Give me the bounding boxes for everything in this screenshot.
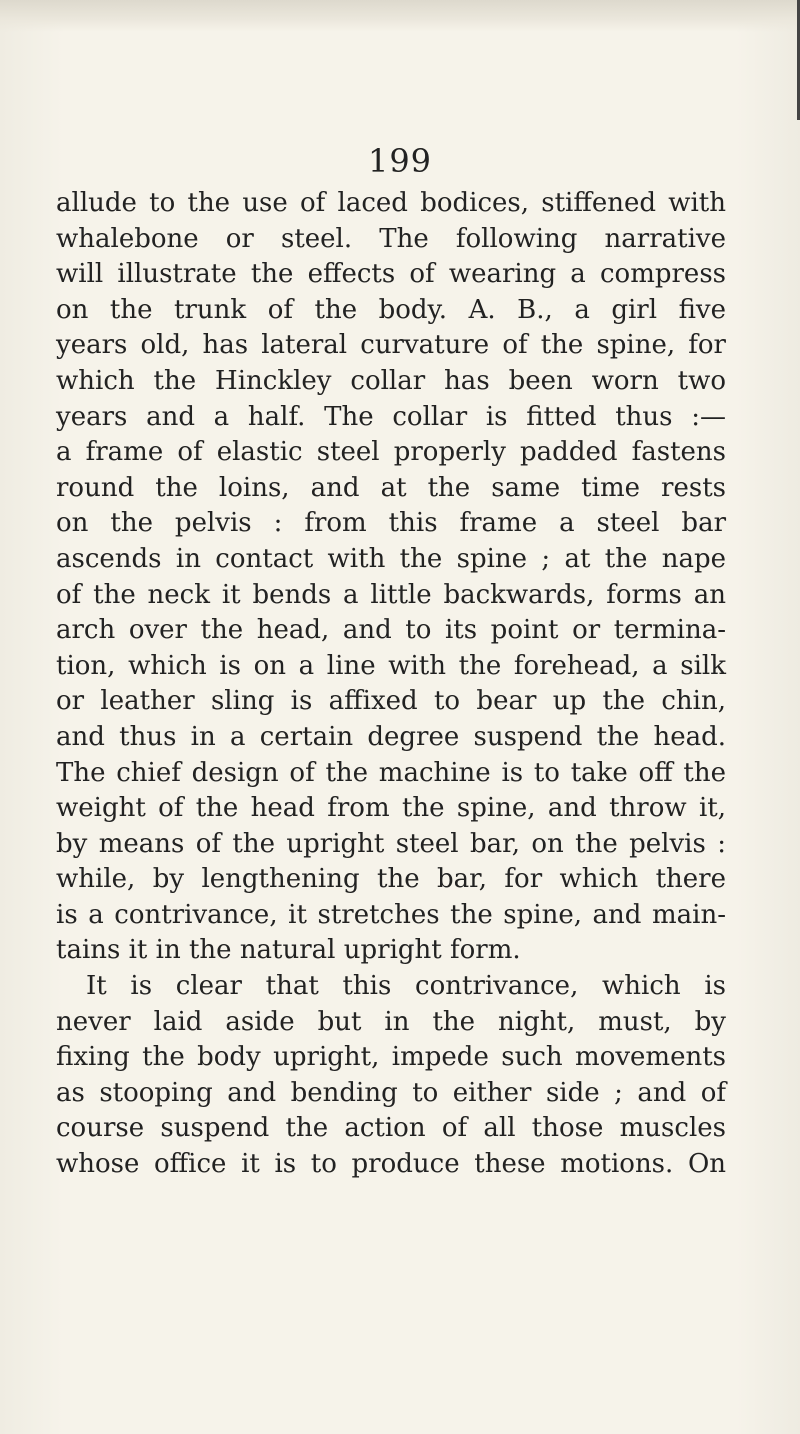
text-line: The chief design of the machine is to take off the	[56, 757, 726, 788]
text-line: ascends in contact with the spine ; at the nape	[56, 543, 726, 574]
text-line: years old, has lateral curvature of the spine, for	[56, 330, 726, 361]
page-top-edge-shadow	[0, 0, 800, 32]
text-line: and thus in a certain degree suspend the head.	[56, 721, 726, 752]
text-line: years and a half. The collar is fitted thus :—	[56, 401, 726, 432]
text-line: never laid aside but in the night, must, by	[56, 1006, 726, 1037]
text-line: while, by lengthening the bar, for which there	[56, 864, 726, 895]
text-line: whalebone or steel. The following narrative	[56, 223, 726, 254]
text-line: tion, which is on a line with the forehead, a silk	[56, 650, 726, 681]
text-line: fixing the body upright, impede such movements	[56, 1042, 726, 1073]
text-line: It is clear that this contrivance, which is	[86, 971, 726, 1002]
body-text	[56, 186, 726, 1183]
text-line: is a contrivance, it stretches the spine, and main-	[56, 899, 726, 930]
text-line: as stooping and bending to either side ; and of	[56, 1077, 726, 1108]
text-line: by means of the upright steel bar, on the pelvis :	[56, 828, 726, 859]
text-line: weight of the head from the spine, and throw it,	[56, 793, 726, 824]
text-line: course suspend the action of all those muscles	[56, 1113, 726, 1144]
text-line: round the loins, and at the same time rests	[56, 472, 726, 503]
text-line: arch over the head, and to its point or termina-	[56, 615, 726, 646]
text-line: tains it in the natural upright form.	[56, 935, 521, 966]
text-line: a frame of elastic steel properly padded fastens	[56, 437, 726, 468]
text-line: on the pelvis : from this frame a steel bar	[56, 508, 726, 539]
text-line: of the neck it bends a little backwards, forms an	[56, 579, 726, 610]
text-line: on the trunk of the body. A. B., a girl five	[56, 294, 726, 325]
text-line: which the Hinckley collar has been worn two	[56, 365, 726, 396]
text-line: or leather sling is affixed to bear up the chin,	[56, 686, 726, 717]
text-line: will illustrate the effects of wearing a compress	[56, 259, 726, 290]
page-number: 199	[367, 142, 433, 180]
text-line: allude to the use of laced bodices, stiffened with	[56, 188, 726, 218]
text-line: whose office it is to produce these motions. On	[56, 1149, 726, 1180]
